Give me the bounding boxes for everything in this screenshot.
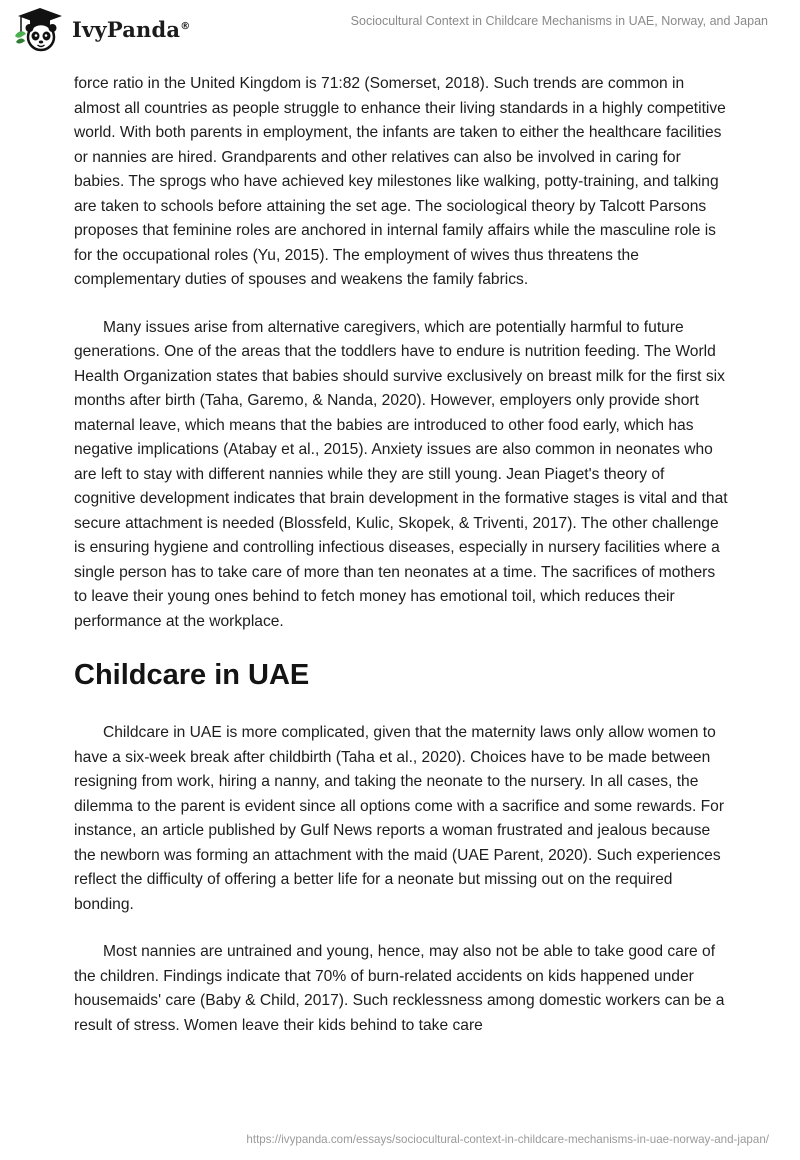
panda-graduate-icon (12, 6, 68, 52)
document-title: Sociocultural Context in Childcare Mechanisms in UAE, Norway, and Japan (350, 14, 768, 28)
paragraph-3: Childcare in UAE is more complicated, given that the maternity laws only allow women to have a six-week break after childbirth (Taha et al., 2020). Choices have to be made between resigning from work, hiring a nanny, and taking the neonate to the nursery. In all cases, the dilemma to the parent is evident since all options come with a sacrifice and some rewards. For instance, an article published by Gulf News reports a woman frustrated and jealous because the newborn was forming an attachment with the maid (UAE Parent, 2020). Such experiences reflect the difficulty of offering a better life for a neonate but missing out on the required bonding. (74, 724, 725, 913)
paragraph-1: force ratio in the United Kingdom is 71:82 (Somerset, 2018). Such trends are common in almost all countries as people struggle to enhance their living standards in a highly competitive world. With both parents in employment, the infants are taken to either the healthcare facilities or nannies are hired. Grandparents and other relatives can also be involved in caring for babies. The sprogs who have achieved key milestones like walking, potty-training, and talking are taken to schools before attaining the set age. The sociological theory by Talcott Parsons proposes that feminine roles are anchored in internal family affairs while the masculine role is for the occupational roles (Yu, 2015). The employment of wives thus threatens the complementary duties of spouses and weakens the family fabrics. (74, 75, 726, 288)
paragraph-4: Most nannies are untrained and young, hence, may also not be able to take good care of the children. Findings indicate that 70% of burn-related accidents on kids happened under housemaids' care (Baby & Child, 2017). Such recklessness among domestic workers can be a result of stress. Women leave their kids behind to take care (74, 943, 725, 1034)
paragraph-2: Many issues arise from alternative caregivers, which are potentially harmful to future generations. One of the areas that the toddlers have to endure is nutrition feeding. The World Health Organization states that babies should survive exclusively on breast milk for the first six months after birth (Taha, Garemo, & Nanda, 2020). However, employers only provide short maternal leave, which means that the babies are introduced to other food early, which has negative implications (Atabay et al., 2015). Anxiety issues are also common in neonates who are left to stay with different nannies while they are still young. Jean Piaget's theory of cognitive development indicates that brain development in the formative stages is vital and that secure attachment is needed (Blossfeld, Kulic, Skopek, & Triventi, 2017). The other challenge is ensuring hygiene and controlling infectious diseases, especially in nursery facilities where a single person has to take care of more than ten neonates at a time. The sacrifices of mothers to leave their young ones behind to fetch money has emotional toil, which reduces their performance at the workplace. (74, 318, 728, 630)
essay-body (74, 72, 730, 1061)
section-heading: Childcare in UAE (74, 659, 310, 691)
page-header (0, 0, 800, 60)
source-url[interactable]: https://ivypanda.com/essays/sociocultural-context-in-childcare-mechanisms-in-uae-norway-and-japan/ (246, 1133, 769, 1146)
logo-wordmark: IvyPanda® (72, 16, 191, 42)
logo-link[interactable] (12, 6, 190, 52)
